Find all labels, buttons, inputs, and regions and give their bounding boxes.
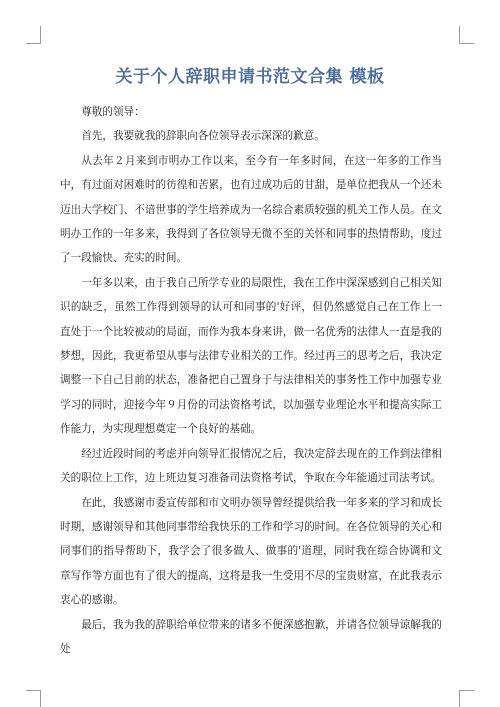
crop-mark-top-left (26, 43, 41, 44)
crop-mark-top-right (459, 43, 474, 44)
document-title: 关于个人辞职申请书范文合集 模板 (115, 67, 385, 87)
crop-mark-bottom-left (40, 690, 41, 707)
crop-mark-top-right (459, 26, 460, 44)
paragraph-3: 一年多以来，由于我自己所学专业的局限性，我在工作中深深感到自己相关知识的缺乏，虽然工作得到领导的认可和同事的'好评，但仍然感觉自己在工作上一直处于一个比较被动的局面，而作为我本身来讲，做一名优秀的法律人一直是我的梦想，因此，我更希望从事与法律专业相关的工作。经过再三的思考之后，我决定调整一下自己目前的状态，准备把自己置身于与法律相关的事务性工作中加强专业学习的同时，迎接今年９月份的司法资格考试，以加强专业理论水平和提高实际工作能力，为实现理想奠定一个良好的基础。 (60, 276, 442, 436)
paragraph-2: 从去年２月来到市明办工作以来，至今有一年多时间，在这一年多的工作当中，有过面对困难时的彷徨和苦累，也有过成功后的甘甜，是单位把我从一个还未迈出大学校门、不谙世事的学生培养成为一名综合素质较强的机关工作人员。在文明办工作的一年多来，我得到了各位领导无微不至的关怀和同事的热情帮助，度过了一段愉快、充实的时间。 (60, 154, 442, 265)
paragraph-1: 首先，我要就我的辞职向各位领导表示深深的歉意。 (81, 130, 325, 143)
crop-mark-top-left (40, 26, 41, 44)
salutation: 尊敬的领导： (81, 106, 145, 118)
document-body (60, 100, 442, 661)
paragraph-6: 最后，我为我的辞职给单位带来的诸多不便深感抱歉，并请各位领导谅解我的处 (60, 618, 442, 655)
crop-mark-bottom-right (459, 690, 460, 707)
crop-mark-bottom-left (26, 690, 41, 691)
paragraph-4: 经过近段时间的考虑并向领导汇报情况之后，我决定辞去现在的工作到法律相关的职位上工作，边上班边复习准备司法资格考试，争取在今年能通过司法考试。 (60, 447, 442, 485)
paragraph-5: 在此，我感谢市委宣传部和市文明办领导曾经提供给我一年多来的学习和成长时期，感谢领导和其他同事带给我快乐的工作和学习的时间。在各位领导的关心和同事们的指导帮助下，我学会了很多做人、做事的'道理，同时我在综合协调和文章写作等方面也有了很大的提高，这将是我一生受用不尽的宝贵财富，在此我表示衷心的感谢。 (60, 496, 442, 607)
crop-mark-bottom-right (459, 690, 474, 691)
